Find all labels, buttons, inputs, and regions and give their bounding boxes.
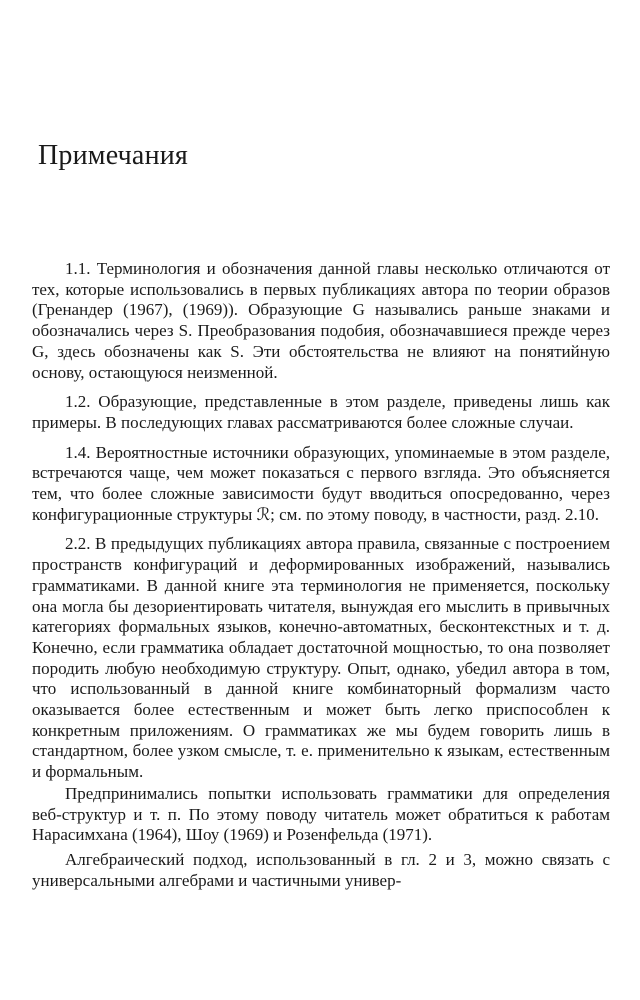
page-title: Примечания bbox=[38, 140, 189, 171]
note-2-2: 2.2. В предыдущих публикациях автора правила, связанные с построением пространств конфигураций и деформированных изображений, назывались грамматиками. В данной книге эта терминология не применяется, поскольку она могла бы дезориентировать читателя, вынуждая его мыслить в привычных категориях формальных языков, конечно-автоматных, бесконтекстных и т. д. Конечно, если грамматика обладает достаточной мощностью, то она позволяет породить любую необходимую структуру. Опыт, однако, убедил автора в том, что использованный в данной книге комбинаторный формализм часто оказывается более естественным и может быть легко приспособлен к конкретным приложениям. О грамматиках же мы будем говорить лишь в стандартном, более узком смысле, т. е. применительно к языкам, естественным и формальным. bbox=[32, 534, 610, 782]
notes-body bbox=[32, 259, 610, 891]
note-2-2-algebra: Алгебраический подход, использованный в гл. 2 и 3, можно связать с универсальными алгебрами и частичными универ- bbox=[32, 849, 610, 890]
note-2-2-grammars: Предпринимались попытки использовать грамматики для определения веб-структур и т. п. По этому поводу читатель может обратиться к работам Нарасимхана (1964), Шоу (1969) и Розенфельда (1971). bbox=[32, 783, 610, 845]
note-1-4: 1.4. Вероятностные источники образующих, упоминаемые в этом разделе, встречаются чаще, чем может показаться с первого взгляда. Это объясняется тем, что более сложные зависимости будут вводиться опосредованно, через конфигурационные структуры ℛ; см. по этому поводу, в частности, разд. 2.10. bbox=[32, 442, 610, 524]
note-1-1: 1.1. Терминология и обозначения данной главы несколько отличаются от тех, которые использовались в первых публикациях автора по теории образов (Гренандер (1967), (1969)). Образующие G назывались раньше знаками и обозначались через S. Преобразования подобия, обозначавшиеся прежде через G, здесь обозначены как S. Эти обстоятельства не влияют на понятийную основу, остающуюся неизменной. bbox=[32, 259, 610, 382]
note-1-2: 1.2. Образующие, представленные в этом разделе, приведены лишь как примеры. В последующих главах рассматриваются более сложные случаи. bbox=[32, 392, 610, 432]
